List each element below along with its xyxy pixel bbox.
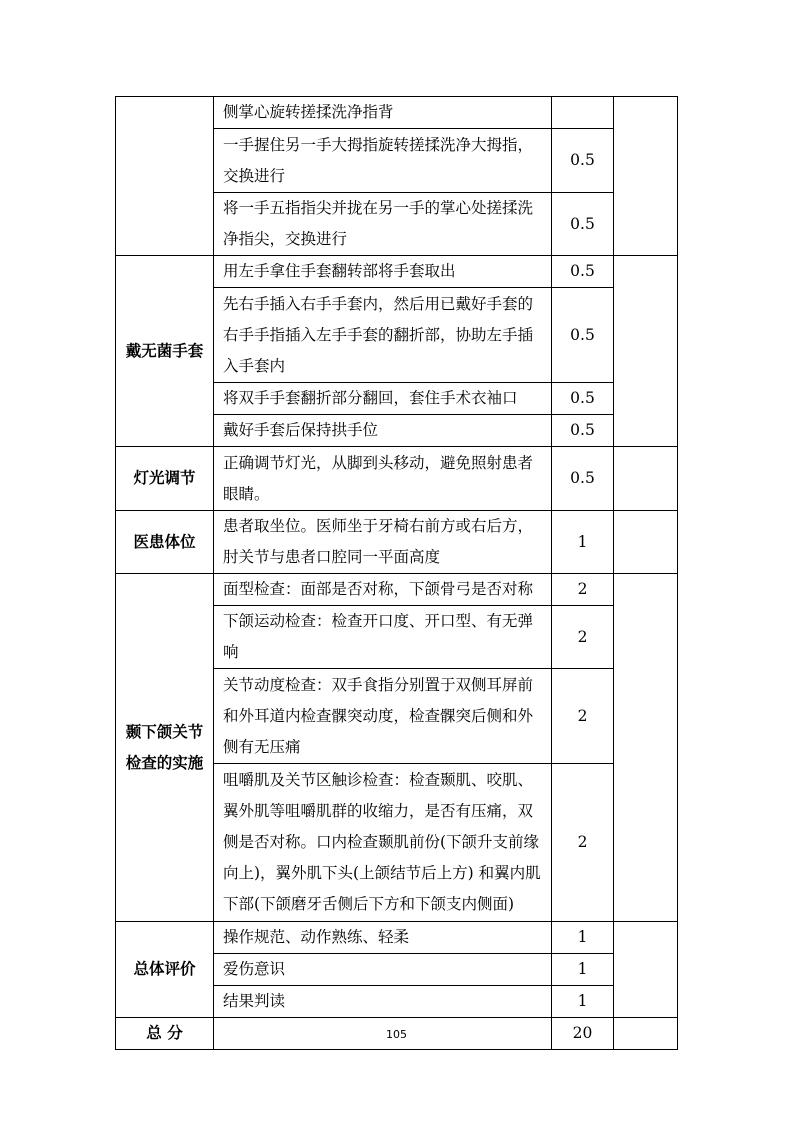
- section-cell-overall: 总体评价: [116, 922, 214, 1018]
- item-cell: 侧掌心旋转搓揉洗净指背: [214, 97, 552, 129]
- section-cell-position: 医患体位: [116, 511, 214, 574]
- score-cell: 20: [552, 1018, 614, 1050]
- score-cell: [552, 97, 614, 129]
- score-cell: 1: [552, 954, 614, 986]
- item-cell: 用左手拿住手套翻转部将手套取出: [214, 256, 552, 288]
- item-cell: 下颌运动检查：检查开口度、开口型、有无弹响: [214, 606, 552, 669]
- table-row: [116, 447, 678, 511]
- blank-cell: [614, 97, 678, 256]
- score-cell: 1: [552, 986, 614, 1018]
- item-cell: 结果判读: [214, 986, 552, 1018]
- score-cell: 0.5: [552, 415, 614, 447]
- item-cell: 操作规范、动作熟练、轻柔: [214, 922, 552, 954]
- score-cell: 0.5: [552, 447, 614, 511]
- item-cell: 将双手手套翻折部分翻回，套住手术衣袖口: [214, 383, 552, 415]
- blank-cell: [614, 511, 678, 574]
- score-cell: 0.5: [552, 383, 614, 415]
- item-cell: 先右手插入右手手套内，然后用已戴好手套的右手手指插入左手手套的翻折部，协助左手插入手套内: [214, 288, 552, 383]
- item-cell: 患者取坐位。医师坐于牙椅右前方或右后方，肘关节与患者口腔同一平面高度: [214, 511, 552, 574]
- score-cell: 0.5: [552, 129, 614, 193]
- score-cell: 0.5: [552, 193, 614, 256]
- section-cell-gloves: 戴无菌手套: [116, 256, 214, 447]
- score-cell: 1: [552, 922, 614, 954]
- item-cell: 咀嚼肌及关节区触诊检查：检查颞肌、咬肌、翼外肌等咀嚼肌群的收缩力，是否有压痛，双侧是否对称。口内检查颞肌前份(下颌升支前缘向上)，翼外肌下头(上颌结节后上方) 和翼内肌下部(下颌磨牙舌侧后下方和下颌支内侧面): [214, 764, 552, 922]
- table-row: [116, 97, 678, 129]
- item-cell: 戴好手套后保持拱手位: [214, 415, 552, 447]
- section-cell-tmj-exam: [116, 574, 214, 922]
- item-cell: 正确调节灯光，从脚到头移动，避免照射患者眼睛。: [214, 447, 552, 511]
- score-cell: 2: [552, 764, 614, 922]
- table-row: [116, 922, 678, 954]
- item-cell: 面型检查：面部是否对称，下颌骨弓是否对称: [214, 574, 552, 606]
- table-row: [116, 574, 678, 606]
- item-cell: 一手握住另一手大拇指旋转搓揉洗净大拇指，交换进行: [214, 129, 552, 193]
- score-cell: 0.5: [552, 256, 614, 288]
- score-cell: 1: [552, 511, 614, 574]
- score-cell: 2: [552, 574, 614, 606]
- score-cell: 2: [552, 669, 614, 764]
- section-cell-total: 总 分: [116, 1018, 214, 1050]
- table-row: [116, 256, 678, 288]
- section-line: 颞下颌关节: [125, 722, 204, 741]
- section-cell-lighting: 灯光调节: [116, 447, 214, 511]
- score-cell: 2: [552, 606, 614, 669]
- section-cell-hand-wash: [116, 97, 214, 256]
- item-cell: 爱伤意识: [214, 954, 552, 986]
- item-cell: 关节动度检查：双手食指分别置于双侧耳屏前和外耳道内检查髁突动度，检查髁突后侧和外侧有无压痛: [214, 669, 552, 764]
- blank-cell: [614, 256, 678, 447]
- item-cell: 将一手五指指尖并拢在另一手的掌心处搓揉洗净指尖，交换进行: [214, 193, 552, 256]
- blank-cell: [614, 922, 678, 1018]
- blank-cell: [614, 447, 678, 511]
- section-line: 检查的实施: [125, 753, 204, 772]
- blank-cell: [614, 574, 678, 922]
- table-row: [116, 511, 678, 574]
- page-number: 105: [386, 1028, 407, 1041]
- score-cell: 0.5: [552, 288, 614, 383]
- scoring-table: [115, 96, 678, 1050]
